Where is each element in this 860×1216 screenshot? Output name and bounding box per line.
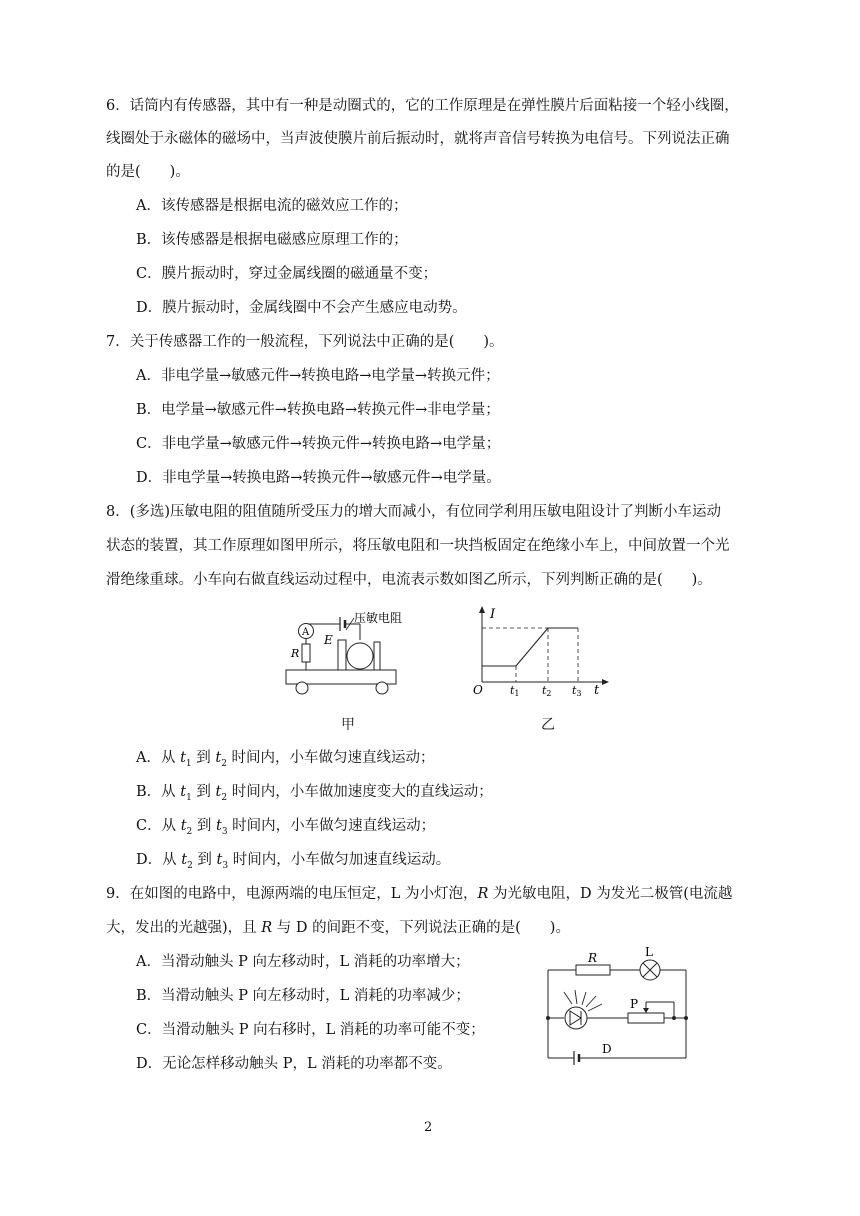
figure-yi-current-graph — [472, 604, 612, 696]
circuit-d-label: D — [602, 1042, 612, 1056]
emf-label: E — [324, 633, 333, 647]
ammeter-label: A — [302, 627, 310, 638]
q8-line3: 滑绝缘重球。小车向右做直线运动过程中，电流表示数如图乙所示，下列判断正确的是( )。 — [106, 572, 712, 588]
figure-jia-cart-circuit — [282, 604, 414, 696]
q7-option-c: C．非电学量→敏感元件→转换元件→转换电路→电学量； — [136, 436, 501, 452]
q8-line2: 状态的装置，其工作原理如图甲所示，将压敏电阻和一块挡板固定在绝缘小车上，中间放置一个光 — [106, 538, 730, 554]
q8-option-b: B．从 $t_1$ 到 $t_2$ 时间内，小车做加速度变大的直线运动； — [136, 784, 493, 803]
sensor-label: 压敏电阻 — [354, 611, 403, 625]
q6-line1: 6．话筒内有传感器，其中有一种是动圈式的，它的工作原理是在弹性膜片后面粘接一个轻小线圈， — [106, 98, 739, 114]
circuit-l-label: L — [645, 946, 653, 959]
q8-option-c: C．从 $t_2$ 到 $t_3$ 时间内，小车做匀速直线运动； — [136, 818, 436, 837]
figure-q9-circuit — [542, 946, 692, 1072]
t2-tick: t2 — [542, 684, 552, 696]
q6-option-b: B．该传感器是根据电磁感应原理工作的； — [136, 232, 408, 248]
q9-option-d: D．无论怎样移动触头 P，L 消耗的功率都不变。 — [136, 1056, 452, 1072]
q7-line1: 7．关于传感器工作的一般流程，下列说法中正确的是( )。 — [106, 334, 504, 350]
q6-option-a: A．该传感器是根据电流的磁效应工作的； — [136, 198, 408, 214]
q9-option-c: C．当滑动触头 P 向右移时，L 消耗的功率可能不变； — [136, 1022, 485, 1038]
q9-option-b: B．当滑动触头 P 向左移动时，L 消耗的功率减少； — [136, 988, 470, 1004]
x-axis-label: t — [594, 683, 600, 696]
q7-option-d: D．非电学量→转换电路→转换元件→敏感元件→电学量。 — [136, 470, 501, 486]
resistor-label: R — [291, 647, 300, 660]
figure-jia-caption: 甲 — [341, 717, 355, 733]
q8-option-a: A．从 $t_1$ 到 $t_2$ 时间内，小车做匀速直线运动； — [136, 750, 435, 769]
q6-option-d: D．膜片振动时，金属线圈中不会产生感应电动势。 — [136, 300, 467, 316]
q8-option-d: D．从 $t_2$ 到 $t_3$ 时间内，小车做匀加速直线运动。 — [136, 852, 451, 871]
circuit-p-label: P — [630, 997, 639, 1011]
q7-option-b: B．电学量→敏感元件→转换电路→转换元件→非电学量； — [136, 402, 500, 418]
q6-line3: 的是( )。 — [106, 164, 190, 180]
t1-tick: t1 — [510, 684, 520, 696]
q9-option-a: A．当滑动触头 P 向左移动时，L 消耗的功率增大； — [136, 954, 470, 970]
q7-option-a: A．非电学量→敏感元件→转换电路→电学量→转换元件； — [136, 368, 500, 384]
q6-option-c: C．膜片振动时，穿过金属线圈的磁通量不变； — [136, 266, 438, 282]
q9-line2: 大，发出的光越强)，且 R 与 D 的间距不变，下列说法正确的是( )。 — [106, 920, 570, 936]
page-number: 2 — [424, 1120, 433, 1135]
q9-line1: 9．在如图的电路中，电源两端的电压恒定，L 为小灯泡，R 为光敏电阻，D 为发光二极管(电流越 — [106, 886, 733, 902]
q6-line2: 线圈处于永磁体的磁场中，当声波使膜片前后振动时，就将声音信号转换为电信号。下列说法正确 — [106, 131, 730, 147]
origin-label: O — [473, 683, 483, 696]
figure-yi-caption: 乙 — [541, 717, 555, 733]
t3-tick: t3 — [572, 684, 582, 696]
q8-line1: 8．(多选)压敏电阻的阻值随所受压力的增大而减小，有位同学利用压敏电阻设计了判断小车运动 — [106, 504, 722, 520]
y-axis-label: I — [490, 607, 496, 622]
circuit-r-label: R — [588, 951, 598, 965]
